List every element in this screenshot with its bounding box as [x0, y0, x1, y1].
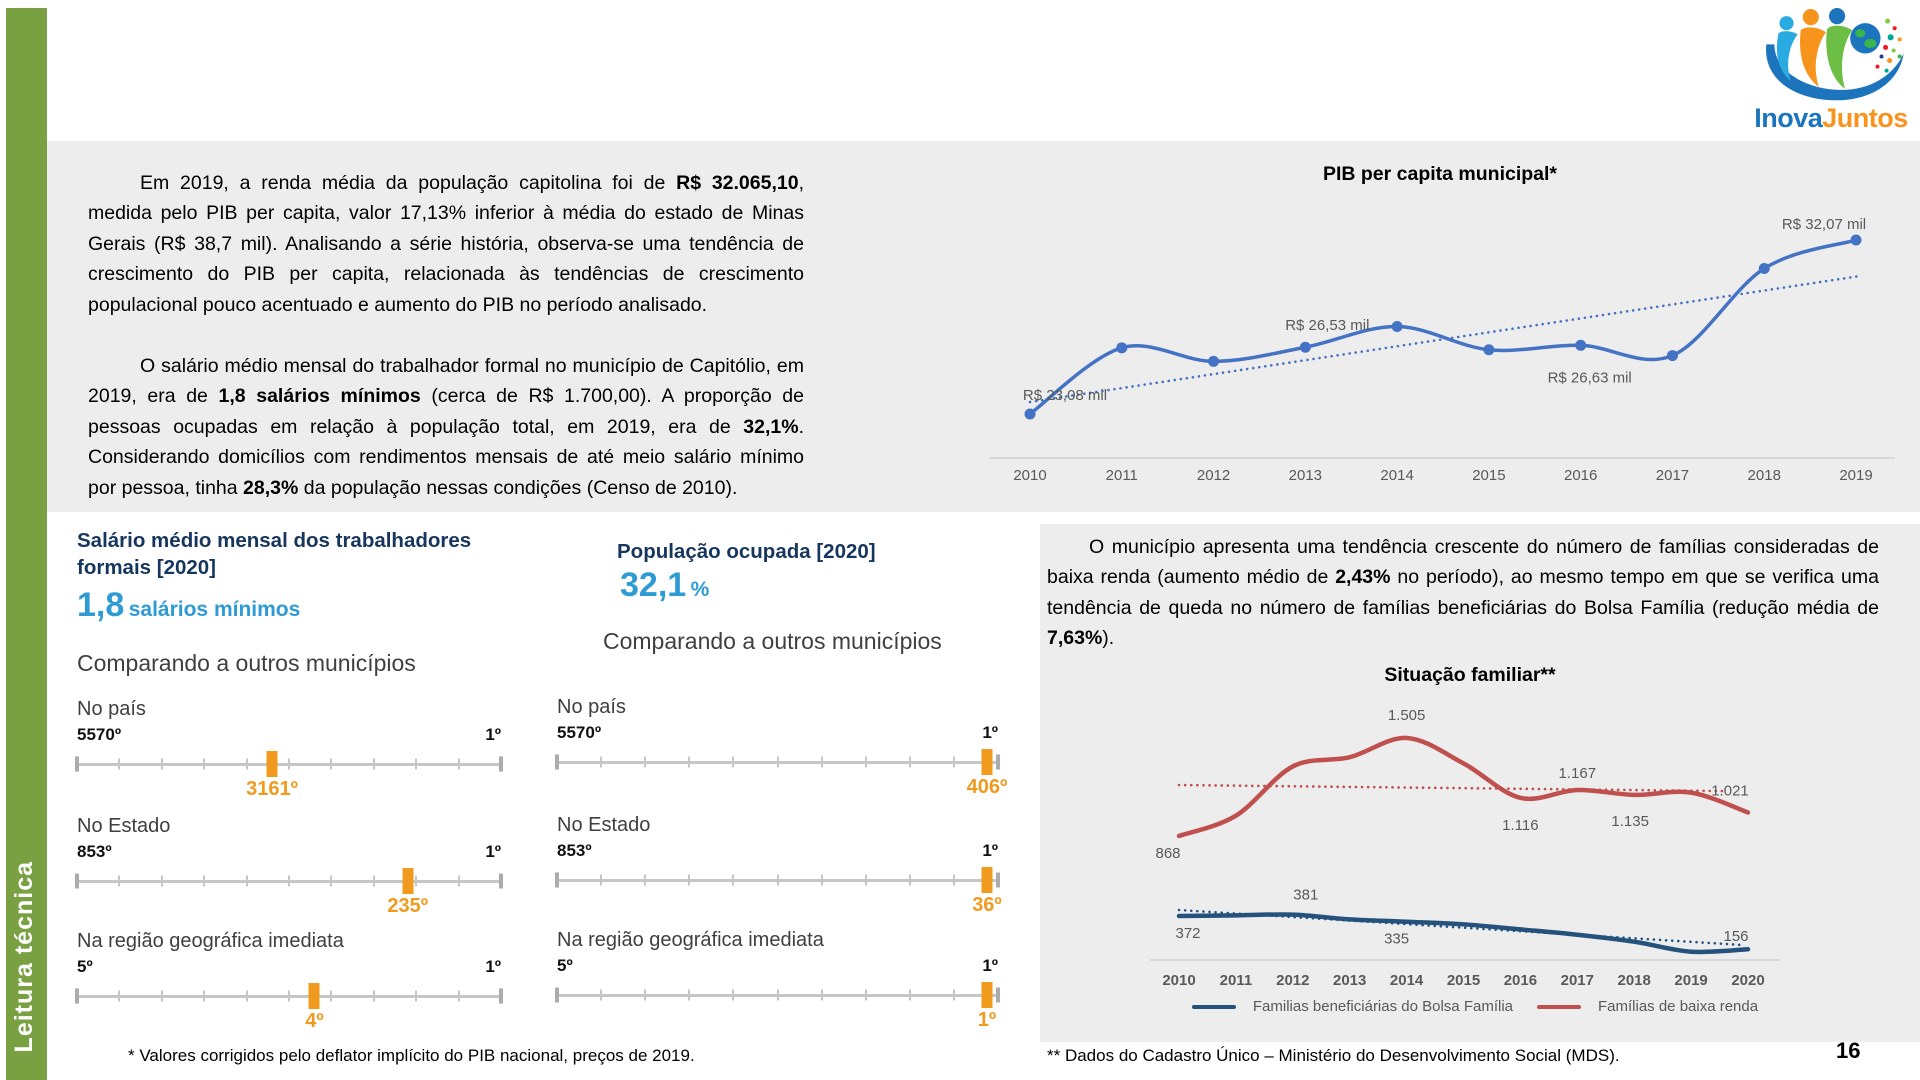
svg-text:381: 381 — [1293, 886, 1319, 904]
svg-text:2019: 2019 — [1839, 467, 1873, 484]
ranking-value: 406º — [966, 776, 1008, 798]
svg-text:2013: 2013 — [1288, 467, 1323, 484]
populacao-slider-pais: No país 5570º 1º 406º — [557, 696, 1008, 798]
scale-max: 1º — [485, 957, 501, 976]
svg-text:2020: 2020 — [1731, 972, 1765, 989]
scale-max: 1º — [982, 956, 998, 975]
scale-min: 5º — [557, 956, 573, 975]
svg-text:1.116: 1.116 — [1502, 816, 1539, 834]
populacao-slider-estado: No Estado 853º 1º 36º — [557, 814, 1002, 916]
svg-text:2018: 2018 — [1617, 972, 1651, 989]
svg-text:2017: 2017 — [1560, 972, 1594, 989]
intro-paragraphs — [88, 168, 804, 503]
scale-min: 5570º — [77, 725, 122, 744]
scale-min: 5570º — [557, 723, 602, 742]
page-number: 16 — [1836, 1038, 1861, 1063]
scale-max: 1º — [982, 723, 998, 742]
svg-text:2010: 2010 — [1162, 972, 1196, 989]
ranking-slider-track — [77, 866, 501, 896]
scale-max: 1º — [485, 725, 501, 744]
inovajuntos-logo-art — [1752, 6, 1910, 102]
svg-text:868: 868 — [1155, 845, 1181, 862]
scale-min: 5º — [77, 957, 93, 976]
paragraph-salario: O salário médio mensal do trabalhador formal no município de Capitólio, em 2019, era de 1,8 salários mínimos (cerca de R$ 1.700,00). A proporção de pessoas ocupadas em relação à população total, em 2019, era de 32,1%. Considerando domicílios com rendimentos mensais de até meio salário mínimo por pessoa, tinha 28,3% da população nessas condições (Censo de 2010). — [88, 355, 804, 499]
svg-text:1.021: 1.021 — [1711, 782, 1749, 800]
pib-per-capita-line-chart — [960, 190, 1920, 500]
svg-text:R$ 32,07 mil: R$ 32,07 mil — [1781, 216, 1867, 234]
situacao-familiar-chart-title: Situação familiar** — [1384, 664, 1556, 686]
ranking-value: 4º — [305, 1010, 324, 1032]
svg-text:2016: 2016 — [1503, 972, 1538, 989]
salario-slider-pais: No país 5570º 1º 3161º — [77, 698, 501, 800]
svg-text:R$ 23,08 mil: R$ 23,08 mil — [1022, 387, 1108, 404]
ranking-slider-track — [77, 981, 501, 1011]
svg-text:2016: 2016 — [1563, 467, 1598, 484]
svg-text:335: 335 — [1384, 930, 1410, 948]
footnote-pib: * Valores corrigidos pelo deflator implícito do PIB nacional, preços de 2019. — [128, 1046, 695, 1065]
svg-text:1.135: 1.135 — [1611, 812, 1649, 830]
ranking-slider-track — [557, 865, 998, 895]
svg-text:2012: 2012 — [1276, 972, 1310, 989]
svg-text:R$ 26,53 mil: R$ 26,53 mil — [1285, 317, 1370, 335]
populacao-section-title: População ocupada [2020] — [617, 540, 876, 563]
ranking-slider-track — [77, 749, 501, 779]
populacao-compare-heading: Comparando a outros municípios — [603, 628, 942, 654]
scale-max: 1º — [982, 841, 998, 860]
salario-slider-estado: No Estado 853º 1º 235º — [77, 815, 501, 917]
sidebar-section-label: Leitura técnica — [10, 860, 38, 1052]
paragraph-pib: Em 2019, a renda média da população capitolina foi de R$ 32.065,10, medida pelo PIB per capita, valor 17,13% inferior à média do estado de Minas Gerais (R$ 38,7 mil). Analisando a série história, observa-se uma tendência de crescimento do PIB per capita, relacionada às tendências de crescimento populacional pouco acentuado e aumento do PIB no período analisado. — [88, 172, 804, 316]
footnote-cadastro: ** Dados do Cadastro Único – Ministério do Desenvolvimento Social (MDS). — [1047, 1046, 1620, 1065]
svg-text:2015: 2015 — [1472, 467, 1506, 484]
legend-label-baixa-renda: Famílias de baixa renda — [1598, 998, 1759, 1015]
situacao-familiar-legend — [1130, 998, 1820, 1015]
svg-text:2011: 2011 — [1219, 972, 1253, 989]
svg-text:2015: 2015 — [1446, 972, 1481, 989]
inovajuntos-logo — [1752, 6, 1910, 138]
svg-text:2018: 2018 — [1747, 467, 1781, 484]
svg-text:2014: 2014 — [1380, 467, 1414, 484]
familias-paragraph: O município apresenta uma tendência crescente do número de famílias consideradas de baixa renda (aumento médio de 2,43% no período), ao mesmo tempo em que se verifica uma tendência de queda no número de famílias beneficiárias do Bolsa Família (redução média de 7,63%). — [1047, 536, 1879, 650]
svg-text:2010: 2010 — [1013, 467, 1047, 484]
legend-swatch-baixa-renda — [1537, 1005, 1581, 1009]
scale-min: 853º — [77, 842, 112, 861]
svg-text:R$ 26,63 mil: R$ 26,63 mil — [1547, 369, 1632, 387]
svg-text:2014: 2014 — [1389, 972, 1424, 989]
svg-text:1.505: 1.505 — [1387, 706, 1426, 724]
scale-max: 1º — [485, 842, 501, 861]
situacao-familiar-line-chart — [1130, 690, 1810, 1000]
ranking-value: 235º — [387, 895, 429, 917]
svg-text:2012: 2012 — [1196, 467, 1231, 484]
pib-chart-title: PIB per capita municipal* — [1322, 163, 1558, 185]
legend-label-bolsa-familia: Familias beneficiárias do Bolsa Família — [1252, 998, 1513, 1015]
ranking-slider-track — [557, 980, 998, 1010]
salario-section-title: Salário médio mensal dos trabalhadores formais [2020] — [77, 529, 472, 579]
svg-text:372: 372 — [1175, 925, 1201, 942]
ranking-value: 1º — [977, 1009, 997, 1031]
svg-text:2011: 2011 — [1105, 467, 1138, 484]
ranking-value: 3161º — [246, 778, 298, 800]
ranking-value: 36º — [972, 894, 1002, 916]
svg-text:2017: 2017 — [1655, 467, 1690, 484]
svg-text:156: 156 — [1723, 928, 1749, 946]
svg-text:1.167: 1.167 — [1558, 764, 1597, 782]
sidebar-band — [6, 8, 47, 1080]
populacao-stat: 32,1 % — [620, 566, 710, 604]
inovajuntos-wordmark: InovaJuntos — [1754, 103, 1908, 133]
salario-slider-regiao: Na região geográfica imediata 5º 1º 4º — [77, 930, 501, 1032]
svg-text:2019: 2019 — [1674, 972, 1708, 989]
svg-text:2013: 2013 — [1333, 972, 1367, 989]
salario-compare-heading: Comparando a outros municípios — [77, 650, 416, 676]
populacao-slider-regiao: Na região geográfica imediata 5º 1º 1º — [557, 929, 998, 1031]
scale-min: 853º — [557, 841, 592, 860]
ranking-slider-track — [557, 747, 998, 777]
legend-swatch-bolsa-familia — [1192, 1005, 1236, 1009]
salario-stat: 1,8 salários mínimos — [77, 586, 301, 624]
